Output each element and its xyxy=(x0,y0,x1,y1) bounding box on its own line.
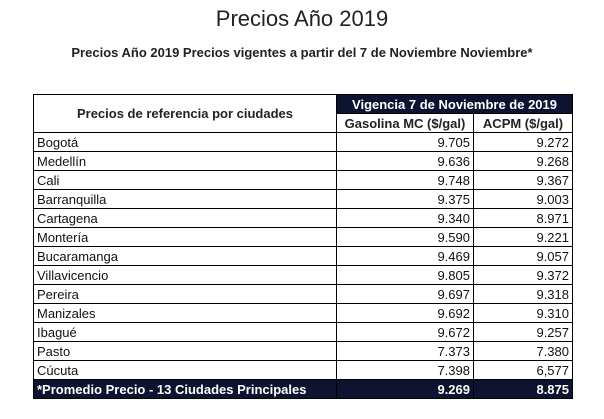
gasolina-cell: 9.375 xyxy=(337,190,474,209)
acpm-cell: 9.372 xyxy=(474,266,573,285)
gasolina-column-header: Gasolina MC ($/gal) xyxy=(337,114,474,133)
table-row xyxy=(34,247,573,266)
acpm-cell: 8.971 xyxy=(474,209,573,228)
city-cell: Cartagena xyxy=(34,209,337,228)
gasolina-cell: 9.590 xyxy=(337,228,474,247)
gasolina-cell: 9.697 xyxy=(337,285,474,304)
city-cell: Montería xyxy=(34,228,337,247)
gasolina-cell: 7.398 xyxy=(337,361,474,380)
table-row xyxy=(34,323,573,342)
reference-prices-header: Precios de referencia por ciudades xyxy=(34,95,337,133)
city-cell: Cali xyxy=(34,171,337,190)
gasolina-cell: 9.636 xyxy=(337,152,474,171)
acpm-cell: 9.367 xyxy=(474,171,573,190)
gasolina-cell: 9.692 xyxy=(337,304,474,323)
vigencia-header: Vigencia 7 de Noviembre de 2019 xyxy=(337,95,573,114)
total-label: *Promedio Precio - 13 Ciudades Principales xyxy=(34,380,337,399)
city-cell: Pereira xyxy=(34,285,337,304)
total-row xyxy=(34,380,573,399)
city-cell: Bogotá xyxy=(34,133,337,152)
gasolina-cell: 9.340 xyxy=(337,209,474,228)
table-row xyxy=(34,171,573,190)
table-row xyxy=(34,228,573,247)
table-row xyxy=(34,190,573,209)
city-cell: Villavicencio xyxy=(34,266,337,285)
gasolina-cell: 9.705 xyxy=(337,133,474,152)
acpm-cell: 7.380 xyxy=(474,342,573,361)
acpm-cell: 9.272 xyxy=(474,133,573,152)
acpm-cell: 6,577 xyxy=(474,361,573,380)
table-row xyxy=(34,133,573,152)
acpm-cell: 9.268 xyxy=(474,152,573,171)
acpm-cell: 9.318 xyxy=(474,285,573,304)
acpm-cell: 9.057 xyxy=(474,247,573,266)
gasolina-cell: 9.469 xyxy=(337,247,474,266)
city-cell: Medellín xyxy=(34,152,337,171)
total-gasolina: 9.269 xyxy=(337,380,474,399)
city-cell: Cúcuta xyxy=(34,361,337,380)
table-row xyxy=(34,361,573,380)
gasolina-cell: 9.805 xyxy=(337,266,474,285)
table-row xyxy=(34,304,573,323)
table-row xyxy=(34,342,573,361)
table-row xyxy=(34,266,573,285)
city-cell: Ibagué xyxy=(34,323,337,342)
acpm-cell: 9.310 xyxy=(474,304,573,323)
table-row xyxy=(34,152,573,171)
acpm-cell: 9.003 xyxy=(474,190,573,209)
gasolina-cell: 9.748 xyxy=(337,171,474,190)
gasolina-cell: 9.672 xyxy=(337,323,474,342)
total-acpm: 8.875 xyxy=(474,380,573,399)
gasolina-cell: 7.373 xyxy=(337,342,474,361)
page-subtitle: Precios Año 2019 Precios vigentes a partir del 7 de Noviembre Noviembre* xyxy=(71,45,533,60)
table-row xyxy=(34,209,573,228)
city-cell: Manizales xyxy=(34,304,337,323)
acpm-column-header: ACPM ($/gal) xyxy=(474,114,573,133)
table-row xyxy=(34,285,573,304)
page-title: Precios Año 2019 xyxy=(215,6,389,31)
acpm-cell: 9.257 xyxy=(474,323,573,342)
city-cell: Bucaramanga xyxy=(34,247,337,266)
price-table xyxy=(33,94,573,399)
city-cell: Pasto xyxy=(34,342,337,361)
city-cell: Barranquilla xyxy=(34,190,337,209)
acpm-cell: 9.221 xyxy=(474,228,573,247)
